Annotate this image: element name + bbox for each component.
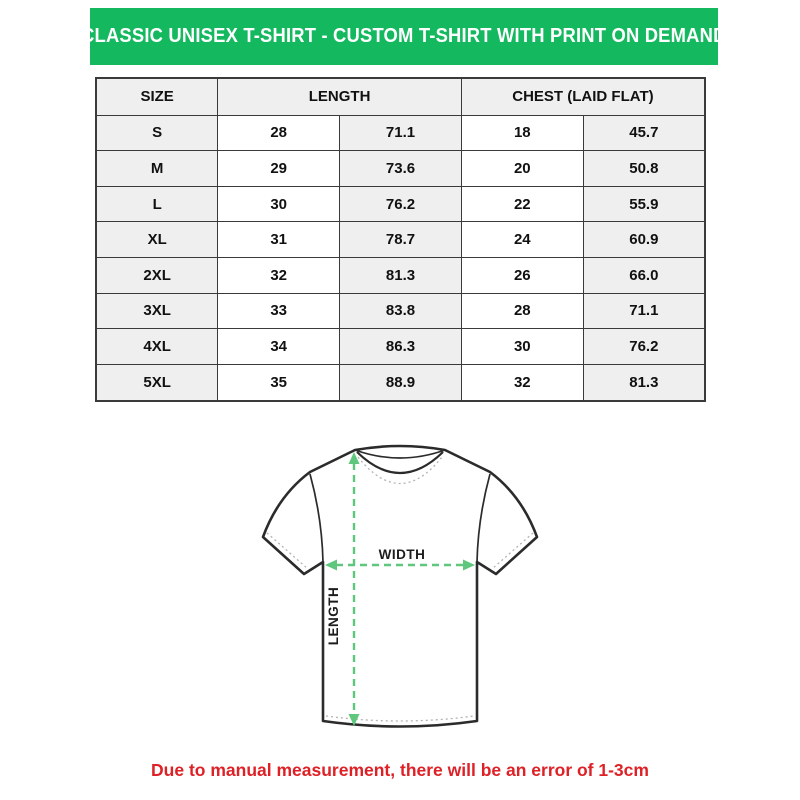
chest-cm-cell: 45.7 [583,115,705,151]
chest-cm-cell: 60.9 [583,222,705,258]
chest-in-cell: 18 [461,115,583,151]
length-in-cell: 32 [218,258,340,294]
header-size: SIZE [96,78,218,115]
size-cell: L [96,186,218,222]
table-row [96,329,705,365]
table-row [96,151,705,187]
width-dimension-label: WIDTH [378,547,426,562]
length-in-cell: 33 [218,293,340,329]
chest-in-cell: 26 [461,258,583,294]
length-in-cell: 35 [218,364,340,401]
chest-cm-cell: 81.3 [583,364,705,401]
length-cm-cell: 73.6 [340,151,462,187]
length-in-cell: 30 [218,186,340,222]
size-cell: 5XL [96,364,218,401]
table-row [96,186,705,222]
length-cm-cell: 81.3 [340,258,462,294]
length-cm-cell: 88.9 [340,364,462,401]
header-chest: CHEST (LAID FLAT) [461,78,705,115]
length-dimension-label: LENGTH [326,586,341,646]
chest-in-cell: 32 [461,364,583,401]
length-cm-cell: 83.8 [340,293,462,329]
measurement-disclaimer: Due to manual measurement, there will be an error of 1-3cm [151,760,649,780]
size-cell: 4XL [96,329,218,365]
tshirt-outline [263,446,537,727]
table-header-row [96,78,705,115]
chest-cm-cell: 66.0 [583,258,705,294]
header-length: LENGTH [218,78,462,115]
size-table [95,77,706,402]
chest-in-cell: 20 [461,151,583,187]
length-in-cell: 31 [218,222,340,258]
chest-cm-cell: 55.9 [583,186,705,222]
table-row [96,115,705,151]
chest-cm-cell: 71.1 [583,293,705,329]
table-row [96,364,705,401]
length-cm-cell: 71.1 [340,115,462,151]
tshirt-diagram [249,438,551,743]
chest-in-cell: 30 [461,329,583,365]
size-cell: M [96,151,218,187]
size-cell: 2XL [96,258,218,294]
chest-in-cell: 24 [461,222,583,258]
chest-cm-cell: 50.8 [583,151,705,187]
title-banner [81,8,727,65]
size-cell: 3XL [96,293,218,329]
size-cell: S [96,115,218,151]
chest-in-cell: 28 [461,293,583,329]
length-cm-cell: 76.2 [340,186,462,222]
table-row [96,293,705,329]
length-cm-cell: 86.3 [340,329,462,365]
length-in-cell: 28 [218,115,340,151]
size-cell: XL [96,222,218,258]
length-cm-cell: 78.7 [340,222,462,258]
length-in-cell: 29 [218,151,340,187]
page-title: CLASSIC UNISEX T-SHIRT - CUSTOM T-SHIRT WITH PRINT ON DEMAND [81,25,727,47]
table-row [96,258,705,294]
length-in-cell: 34 [218,329,340,365]
table-row [96,222,705,258]
chest-cm-cell: 76.2 [583,329,705,365]
chest-in-cell: 22 [461,186,583,222]
